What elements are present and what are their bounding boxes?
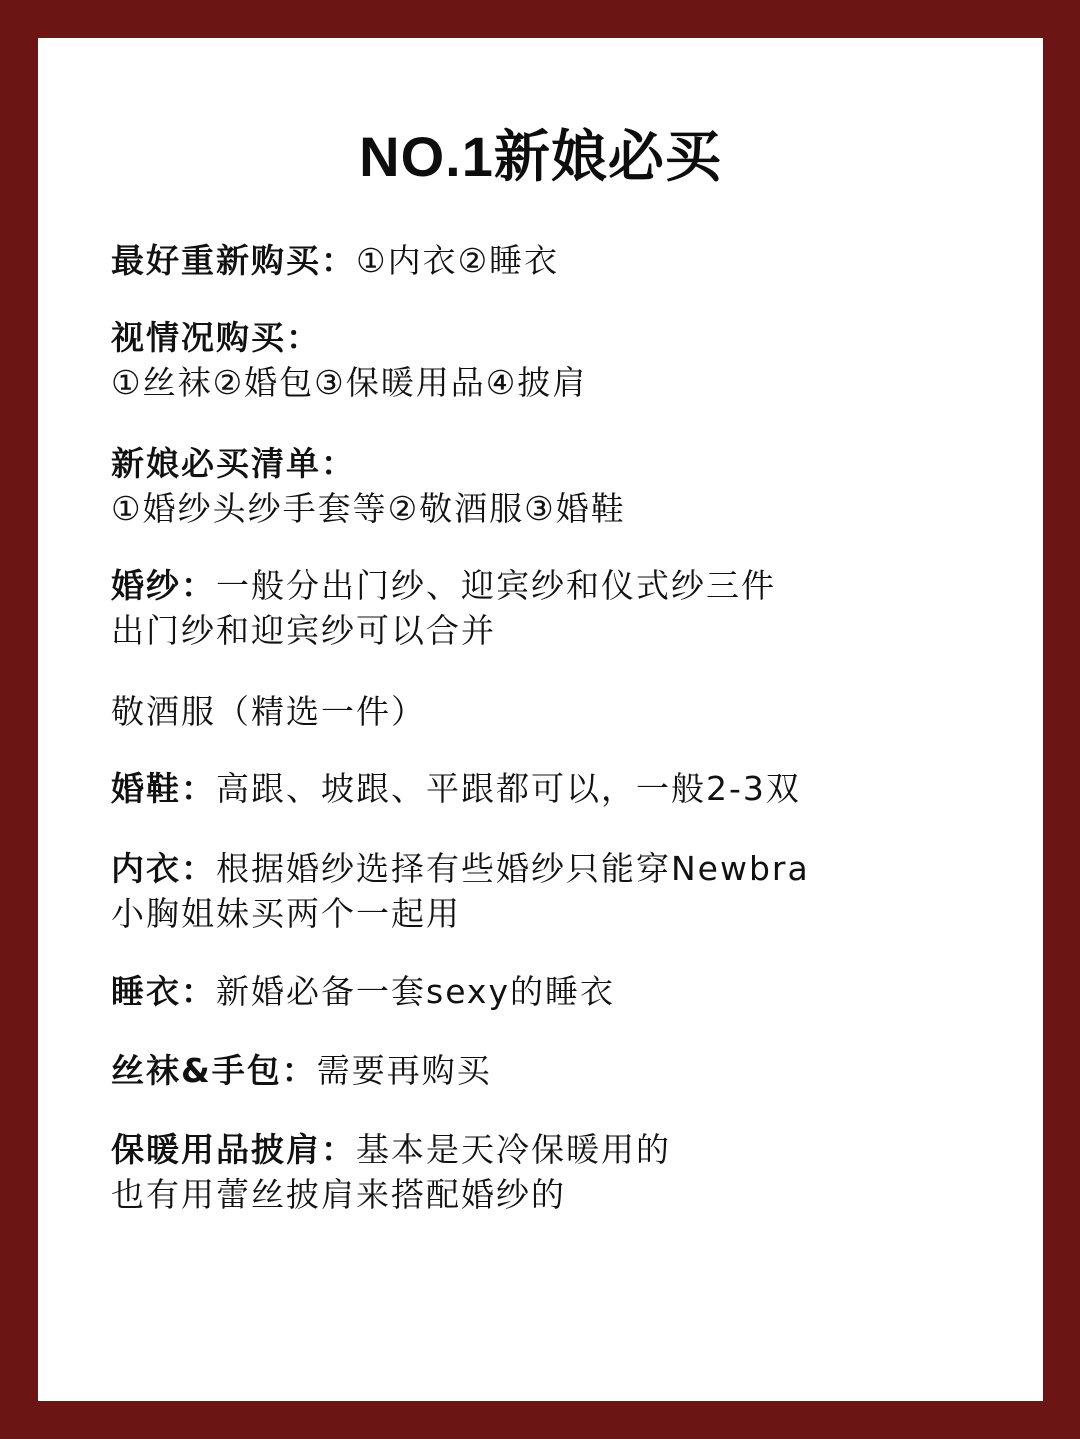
- item-colon: ：: [321, 444, 356, 483]
- page-title: NO.1新娘必买: [359, 125, 722, 188]
- item-label: 婚鞋: [111, 769, 181, 808]
- list-item: [111, 1127, 671, 1217]
- list-item: [111, 846, 810, 936]
- list-item: [111, 766, 801, 811]
- list-item: [111, 969, 615, 1014]
- item-text: 一般分出门纱、迎宾纱和仪式纱三件: [216, 566, 776, 605]
- item-text: 根据婚纱选择有些婚纱只能穿Newbra: [216, 849, 810, 888]
- item-text-line2: 出门纱和迎宾纱可以合并: [111, 611, 496, 650]
- list-item: [111, 315, 587, 405]
- item-text: 敬酒服（精选一件）: [111, 692, 426, 731]
- list-item: [111, 563, 776, 653]
- item-label: 内衣: [111, 849, 181, 888]
- item-colon: ：: [181, 972, 216, 1011]
- item-label: 新娘必买清单: [111, 444, 321, 483]
- item-text: 需要再购买: [316, 1051, 492, 1090]
- item-label: 睡衣: [111, 972, 181, 1011]
- item-text-line2: 也有用蕾丝披肩来搭配婚纱的: [111, 1175, 566, 1214]
- item-label: 保暖用品披肩: [111, 1130, 321, 1169]
- item-text-line2: 小胸姐妹买两个一起用: [111, 894, 461, 933]
- item-label: 婚纱: [111, 566, 181, 605]
- item-text-line2: ①丝袜②婚包③保暖用品④披肩: [111, 363, 588, 402]
- item-text: 新婚必备一套sexy的睡衣: [216, 972, 615, 1011]
- content-card: [38, 38, 1043, 1401]
- item-colon: ：: [181, 849, 216, 888]
- item-colon: ：: [181, 769, 216, 808]
- item-text: 高跟、坡跟、平跟都可以，一般2-3双: [216, 769, 801, 808]
- item-colon: ：: [321, 1130, 356, 1169]
- list-item: [111, 441, 626, 531]
- item-colon: ：: [181, 566, 216, 605]
- item-label: 最好重新购买: [111, 241, 321, 280]
- item-colon: ：: [286, 318, 321, 357]
- item-colon: ：: [321, 241, 356, 280]
- item-text: ①内衣②睡衣: [356, 241, 560, 280]
- list-item: [111, 689, 426, 734]
- item-text-line2: ①婚纱头纱手套等②敬酒服③婚鞋: [111, 489, 626, 528]
- item-label: 丝袜&手包: [111, 1051, 282, 1090]
- item-label: 视情况购买: [111, 318, 286, 357]
- list-item: [111, 238, 559, 283]
- list-item: [111, 1048, 492, 1093]
- item-text: 基本是天冷保暖用的: [356, 1130, 671, 1169]
- item-colon: ：: [281, 1051, 317, 1090]
